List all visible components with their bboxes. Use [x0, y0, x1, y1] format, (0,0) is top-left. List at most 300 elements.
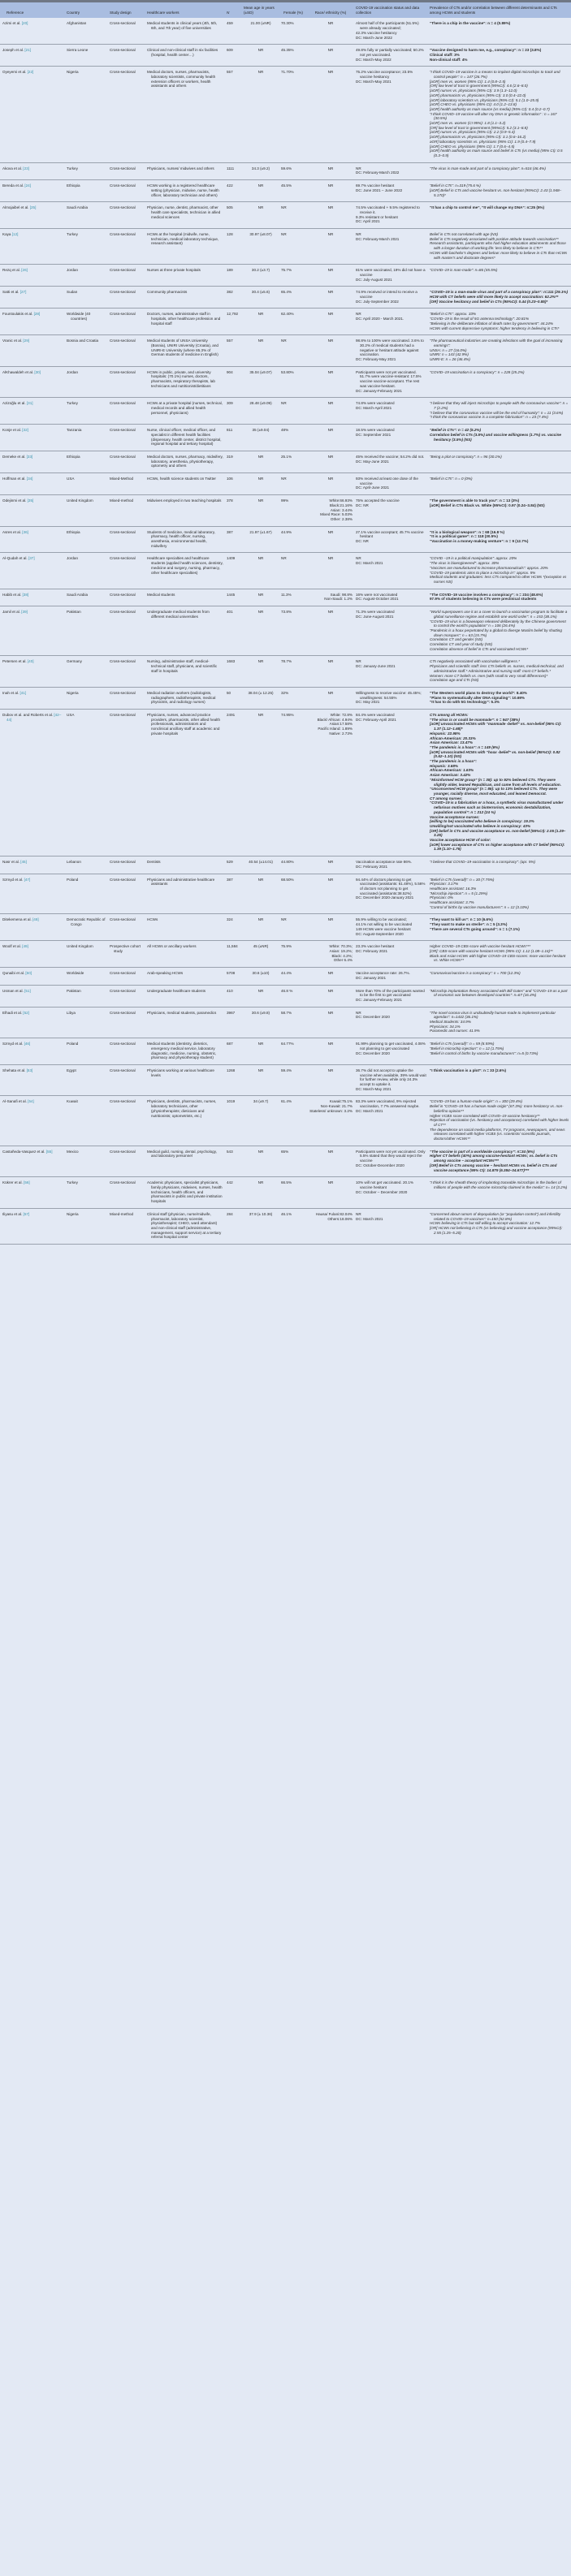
table-row [0, 985, 571, 1007]
prevalence-line: “Belief in CTs (overall)”: n = 30 (7.75%) [430, 877, 495, 882]
race-line: NR [327, 860, 334, 865]
table-body [0, 18, 571, 1244]
cell-covid-status [354, 1038, 428, 1065]
citation-link[interactable]: [22] [27, 70, 34, 75]
cell-study-design [108, 451, 145, 472]
citation-link[interactable]: [49] [22, 944, 28, 949]
citation-link[interactable]: [34] [26, 477, 33, 481]
prevalence-line: Medical Students: 34.9% [430, 1020, 471, 1025]
cell-reference [0, 968, 65, 985]
cell-n: 387 [225, 874, 242, 914]
cell-female: 78.7% [279, 656, 307, 688]
cell-covid-status [354, 941, 428, 968]
cell-n: 189 [225, 265, 242, 287]
citation-link[interactable]: [23] [23, 166, 29, 170]
healthcare-workers-text: Medical doctors, nurses, pharmacists, laboratory scientists, community health extension officers or workers, health assistants and others [147, 70, 216, 88]
citation-link[interactable]: [52] [23, 1010, 29, 1015]
race-line: NR [327, 1068, 334, 1072]
healthcare-workers-text: Nurse, clinical officer, medical officer, and specialist in different health facilities (dispensary, health center, district hospital, regional hospital and tertiary hospital) [147, 428, 222, 447]
country-text: Kuwait [67, 1099, 78, 1104]
reference-authors: Nasr et al. [2, 860, 19, 865]
study-design-text: Cross-sectional [110, 401, 136, 406]
cell-study-design [108, 857, 145, 874]
cell-study-design [108, 914, 145, 941]
study-design-text: Mixed-method [110, 1211, 134, 1216]
race-line: NR [327, 877, 334, 882]
race-line: Asian:17.58% [329, 722, 353, 727]
study-design-text: Cross-sectional [110, 166, 136, 170]
country-text: Sierra Leone [67, 48, 89, 53]
cell-reference [0, 710, 65, 857]
cell-mean-age: NR [242, 1064, 279, 1096]
cell-mean-age: 45 (±NR) [242, 941, 279, 968]
cell-mean-age: NR [242, 1146, 279, 1177]
study-design-text: Cross-sectional [110, 610, 136, 615]
cell-study-design [108, 553, 145, 589]
cell-prevalence [428, 335, 571, 367]
cell-prevalence [428, 857, 571, 874]
prevalence-line: “The novel corona virus is undoubtedly human-made to implement particular agendas”: n=1432 (36.1%) [430, 1010, 556, 1020]
country-text: Jordan [67, 556, 79, 561]
healthcare-workers-text: Physicians working at various healthcare levels [147, 1068, 214, 1077]
prevalence-line: “COVID–19 is the result of 5G antenna technology”: 20.81% [430, 317, 530, 321]
prevalence-line: Clinical staff: 3% [430, 52, 460, 57]
cell-prevalence [428, 589, 571, 606]
citation-link[interactable]: [51] [24, 988, 31, 993]
race-line: NR [327, 971, 334, 976]
cell-prevalence [428, 687, 571, 709]
cell-mean-age: 35 (±9.04) [242, 425, 279, 451]
citation-link[interactable]: [37] [28, 556, 35, 561]
table-row [0, 229, 571, 265]
table-row [0, 941, 571, 968]
table-row [0, 451, 571, 472]
covid-status-line: 83.3% were vaccinated, 9% rejected vaccination, 7.7% answered maybe. [356, 1099, 420, 1109]
prevalence-line: “The pharmaceutical industries are creating infections with the goal of increasing earnings”: [430, 339, 563, 347]
cell-prevalence [428, 162, 571, 179]
cell-covid-status [354, 857, 428, 874]
covid-status-line: 74.8% were vaccinated [356, 401, 395, 406]
study-design-text: Cross-sectional [110, 290, 136, 295]
cell-race [307, 553, 354, 589]
cell-mean-age: NR [242, 473, 279, 495]
citation-link[interactable]: [31] [26, 401, 33, 406]
prevalence-line: “Belief in CTs (overall)”: n = 59 (8.59%) [430, 1042, 495, 1046]
citation-link[interactable]: [47] [24, 877, 31, 882]
table-row [0, 265, 571, 287]
cell-female: NR [279, 398, 307, 425]
covid-status-line: DC: September 2021 [356, 432, 391, 437]
cell-country [65, 67, 108, 162]
cell-female: 53.80% [279, 366, 307, 398]
covid-status-line: 84.4% were vaccinated [356, 713, 395, 718]
race-line: White:66.93% [329, 498, 353, 503]
cell-study-design [108, 874, 145, 914]
cell-covid-status [354, 309, 428, 335]
citation-link[interactable]: [39] [21, 610, 28, 615]
covid-status-line: Vaccine acceptance rate: 26.7%. [356, 971, 410, 976]
cell-prevalence [428, 18, 571, 44]
citation-link[interactable]: [42–44] [6, 713, 62, 722]
cell-healthcare-workers [145, 229, 225, 265]
reference-authors: Woolf et al. [2, 944, 21, 949]
cell-mean-age: 30.2 (±3.7) [242, 265, 279, 287]
prevalence-line: “I think COVID–19 vaccine is a means to implant digital microchips to track and control people”: n = 147 (26.7%) [430, 70, 560, 80]
covid-status-line: 44.1% not willing to be vaccinated [356, 922, 413, 927]
prevalence-line: “The pandemic is a hoax”: n = 149 (6%) [430, 744, 500, 749]
citation-link[interactable]: [32] [22, 428, 28, 433]
citation-link[interactable]: [54] [28, 1099, 34, 1104]
citation-link[interactable]: [48] [32, 917, 39, 922]
prevalence-line: 97.9% of students believing in CTs were preclinical students [430, 597, 537, 602]
cell-n: 3967 [225, 1007, 242, 1038]
study-design-text: Cross-sectional [110, 988, 136, 993]
prevalence-line: “Plans to systematically alter DNA signaling”: 10.69% [430, 695, 526, 700]
country-text: Turkey [67, 1180, 78, 1185]
prevalence-line: Physician: 3.17% [430, 882, 459, 887]
prevalence-line: Asian American: 3.42% [430, 773, 471, 778]
prevalence-line: [aOR] men vs. women (95% CI): 1.4 (0.8–2.5) [430, 79, 506, 84]
prevalence-line: Unwilling/not vaccinated who believe in conspiracy: 43% [430, 823, 531, 828]
prevalence-line: “COVID–19 pandemic aims to place a microchip in”: approx. 5% [430, 570, 536, 575]
citation-link[interactable]: [21] [24, 48, 32, 53]
cell-reference [0, 687, 65, 709]
prevalence-line: HCWs with current depressive symptoms: higher tendency in believing in CTs* [430, 326, 560, 330]
cell-country [65, 425, 108, 451]
cell-study-design [108, 1064, 145, 1096]
cell-prevalence [428, 710, 571, 857]
cell-n: 382 [225, 287, 242, 309]
covid-status-line: 45% received the vaccine; 54.2% did not. [356, 454, 425, 459]
reference-authors: Azimi et al. [2, 21, 21, 26]
citation-link[interactable]: [12] [11, 232, 19, 237]
table-row [0, 526, 571, 553]
race-line: NR [327, 369, 334, 374]
cell-prevalence [428, 968, 571, 985]
citation-link[interactable]: [36] [22, 529, 28, 534]
cell-reference [0, 874, 65, 914]
cell-race [307, 687, 354, 709]
prevalence-line: Non-clinical staff: 4% [430, 57, 468, 62]
cell-country [65, 874, 108, 914]
prevalence-line: [aOR] health authority as main source (vs media) (95% CI): 0.4 (0.2–0.7) [430, 106, 550, 111]
cell-healthcare-workers [145, 1038, 225, 1065]
race-line: NR [327, 339, 334, 343]
cell-prevalence [428, 526, 571, 553]
country-text: Tanzania [67, 428, 82, 433]
covid-status-line: 18.5% were vaccinated [356, 428, 395, 433]
citation-link[interactable]: [40] [27, 659, 34, 664]
covid-status-line: DC: June 2021 – June 2022 [356, 188, 403, 192]
country-text: United Kingdom [67, 944, 93, 949]
cell-covid-status [354, 162, 428, 179]
citation-link[interactable]: [45] [20, 860, 27, 865]
header-study-design: Study design [108, 2, 145, 18]
cell-race [307, 1208, 354, 1244]
reference-authors: Vranic et al. [2, 339, 23, 343]
reference-authors: AlKhawaldeh et al. [2, 369, 34, 374]
cell-country [65, 180, 108, 202]
cell-female: 65% [279, 1146, 307, 1177]
country-text: Jordan [67, 268, 79, 273]
cell-n: 811 [225, 425, 242, 451]
study-design-text: Cross-sectional [110, 971, 136, 976]
cell-healthcare-workers [145, 857, 225, 874]
cell-race [307, 656, 354, 688]
cell-n: 410 [225, 985, 242, 1007]
healthcare-workers-text: Medical students [147, 592, 175, 597]
race-line: NR [327, 21, 334, 26]
cell-race [307, 1007, 354, 1038]
study-design-text: Cross-sectional [110, 1149, 136, 1154]
healthcare-workers-text: Medical doctors, nurses, pharmacy, midwifery, laboratory, anesthesia, physiotherapy, optometry and others [147, 454, 223, 468]
cell-n: 309 [225, 398, 242, 425]
header-female: Female (%) [279, 2, 307, 18]
cell-n: 1268 [225, 1064, 242, 1096]
cell-female: NR [279, 335, 307, 367]
table-row [0, 67, 571, 162]
cell-race [307, 914, 354, 941]
covid-status-line: 49.8% fully or partially vaccinated; 50.2% not yet vaccinated. [356, 48, 424, 57]
study-design-text: Cross-sectional [110, 556, 136, 561]
country-text: Lebanon [67, 860, 81, 865]
prevalence-line: “Belief in microchip injection”: n = 12 (1.75%) [430, 1046, 504, 1051]
cell-female: NR [279, 473, 307, 495]
prevalence-line: Black and Asian HCWs with higher COVID–19 CBS-scores: more vaccine hesitant vs. White HCWs** [430, 953, 566, 963]
cell-race [307, 451, 354, 472]
cell-country [65, 1208, 108, 1244]
citation-link[interactable]: [50] [25, 971, 32, 976]
cell-reference [0, 857, 65, 874]
prevalence-line: “Belief in CTs”: n = 0 (0%) [430, 477, 473, 481]
study-design-text: Cross-sectional [110, 917, 136, 922]
healthcare-workers-text: Clinical staff (physician, nurse/midwife, pharmacist, laboratory scientist, physiotherapist; CHEO, ward attendant) and non-clinical staff (administrative, management, support service) at a tertiary referral hospital center [147, 1211, 222, 1240]
race-line: NR [327, 70, 334, 75]
cell-female: 75.7% [279, 265, 307, 287]
citation-link[interactable]: [27] [19, 290, 27, 295]
prevalence-line: CT among nurses: [430, 796, 463, 800]
cell-covid-status [354, 606, 428, 656]
healthcare-workers-text: Physicians, nurses/ midwives and others [147, 166, 214, 170]
citation-link[interactable]: [55] [45, 1149, 53, 1154]
prevalence-line: [aOR] laboratory scientists vs. physicians (95% CI): 5.1 (1.0–25.9) [430, 97, 539, 102]
cell-healthcare-workers [145, 985, 225, 1007]
race-line: NR [327, 454, 334, 459]
table-row [0, 45, 571, 67]
covid-status-line: DC: March-May 2021 [356, 1086, 391, 1091]
citation-link[interactable]: [46] [24, 1042, 31, 1046]
country-text: Democratic Republic of Congo [67, 917, 106, 927]
prevalence-line: “It is a biological weapon”: n = 68 (16.8 %) [430, 529, 505, 534]
cell-reference [0, 553, 65, 589]
prevalence-line: Paramedic and nurses: 41.9% [430, 1029, 480, 1033]
race-line: NR [327, 1042, 334, 1046]
citation-link[interactable]: [57] [23, 1211, 30, 1216]
prevalence-line: HCW with CT beliefs were still more likely to accept vaccination: 62.2%** [430, 295, 559, 300]
cell-healthcare-workers [145, 687, 225, 709]
citation-link[interactable]: [28] [33, 312, 41, 317]
study-design-text: Cross-sectional [110, 339, 136, 343]
covid-status-line: 81% were vaccinated, 19% did not have a vaccine [356, 268, 426, 277]
cell-prevalence [428, 1177, 571, 1209]
header-prevalence: Prevalence of CTs and/or correlation between different determinants and CTs among HCWs and students [428, 2, 571, 18]
race-line: Asian: 19.2%; [329, 948, 353, 953]
covid-status-line: DC: October-December 2020 [356, 1163, 404, 1167]
cell-healthcare-workers [145, 656, 225, 688]
prevalence-line: “Control of births by vaccine manufacturers”: n = 12 (3.10%) [430, 904, 529, 909]
cell-covid-status [354, 589, 428, 606]
healthcare-workers-text: Medical students in clinical years (4th, 5th, 6th, and 7th year) of five universities [147, 21, 218, 31]
cell-mean-age: NR [242, 606, 279, 656]
cell-healthcare-workers [145, 287, 225, 309]
citation-link[interactable]: [53] [26, 1068, 33, 1072]
cell-n: 12,792 [225, 309, 242, 335]
cell-covid-status [354, 398, 428, 425]
prevalence-line: [aOR] men vs. women (CI 95%): 1.8 (1.1–3.2) [430, 121, 506, 126]
healthcare-workers-text: Physicians, dentists, pharmacists, nurses, laboratory technicians, other (physiotherapists; dieticians and nutritionists; optometrists, etc.) [147, 1099, 217, 1118]
race-line: NR [327, 312, 334, 317]
cell-race [307, 45, 354, 67]
cell-prevalence [428, 985, 571, 1007]
reference-authors: Demeke et al. [2, 454, 26, 459]
prevalence-line: [aOR] pharmacists vs. physicians (95% CI): 3.1 (0.6–16.2) [430, 135, 526, 140]
cell-covid-status [354, 67, 428, 162]
covid-status-line: 42.3% vaccine hesitancy [356, 30, 397, 35]
citation-link[interactable]: [29] [23, 339, 30, 343]
table-row [0, 1038, 571, 1065]
cell-mean-age: NR [242, 914, 279, 941]
citation-link[interactable]: [41] [19, 690, 27, 695]
citation-link[interactable]: [33] [26, 454, 33, 459]
prevalence-line: [OR] low level of trust in government (95%CI): 4.6 (2.6–8.0) [430, 84, 528, 88]
race-line: NR [327, 610, 334, 615]
cell-study-design [108, 941, 145, 968]
cell-prevalence [428, 941, 571, 968]
prevalence-line: [aOR] unvaccinated HCWs with “hoax -belief” vs. non-belief (95%CI): 0.82 (0.62–1.10) (NS) [430, 749, 560, 759]
cell-study-design [108, 398, 145, 425]
cell-mean-age: NR [242, 335, 279, 367]
cell-n: 5708 [225, 968, 242, 985]
cell-mean-age: NR [242, 495, 279, 527]
prevalence-line: “Believing in the deliberate inflation of death rates by government”: 44.24% [430, 321, 553, 326]
prevalence-line: “Coronavirus/vaccine is a conspiracy”: n = 700 (12.3%) [430, 971, 521, 976]
cell-study-design [108, 287, 145, 309]
covid-status-line: DC: July-August 2021 [356, 277, 392, 282]
prevalence-line: Correlation CT and gender (NS) [430, 637, 483, 642]
covid-status-line: DC: December 2020 [356, 1015, 390, 1020]
covid-status-line: DC: January-February 2021 [356, 997, 402, 1002]
cell-study-design [108, 606, 145, 656]
table-row [0, 553, 571, 589]
cell-country [65, 526, 108, 553]
cell-prevalence [428, 473, 571, 495]
table-row [0, 398, 571, 425]
country-text: Nigeria [67, 70, 79, 75]
citation-link[interactable]: [25] [29, 205, 37, 210]
citation-link[interactable]: [30] [34, 369, 41, 374]
covid-status-line: Participants were not yet vaccinated. 51.7% were vaccine-resistant: 17.5% vaccine vaccine-acceptant. The rest was vaccine-hesitant. [356, 369, 422, 388]
healthcare-workers-text: Healthcare specialties and healthcare students (applied health sciences, dentistry, medicine and surgery, nursing, pharmacy, other healthcare specialties) [147, 556, 223, 575]
prevalence-line: “Being a plot or conspiracy”: n = 96 (30.1%) [430, 454, 502, 459]
cell-n: 387 [225, 526, 242, 553]
cell-mean-age: NR [242, 67, 279, 162]
prevalence-line: [aOR] Belief in CTs and vaccine hesitant vs. non-hesitant (95%CI): 2.43 (1.948–5.170)* [430, 188, 562, 197]
study-design-text: Mixed-method [110, 498, 134, 503]
cell-n: 609 [225, 45, 242, 67]
cell-prevalence [428, 874, 571, 914]
country-text: Ethiopia [67, 454, 80, 459]
cell-study-design [108, 1146, 145, 1177]
covid-status-line: DC: April 2020 - March 2021. [356, 317, 404, 321]
cell-reference [0, 18, 65, 44]
covid-status-line: 71.3% were vaccinated [356, 610, 395, 615]
citation-link[interactable]: [38] [22, 592, 29, 597]
covid-status-line: DC: March 2021 [356, 1216, 383, 1221]
cell-female: 44.4% [279, 968, 307, 985]
cell-reference [0, 67, 65, 162]
citation-link[interactable]: [26] [21, 268, 28, 273]
cell-reference [0, 1007, 65, 1038]
healthcare-workers-text: HCWs [147, 917, 158, 922]
cell-female: 68.50% [279, 874, 307, 914]
cell-covid-status [354, 451, 428, 472]
cell-healthcare-workers [145, 473, 225, 495]
prevalence-line: [aOR] Belief in CTs Black vs. White (95%CI): 0.97 (0.24–3.84) (NS) [430, 503, 545, 507]
cell-covid-status [354, 1064, 428, 1096]
cell-covid-status [354, 1007, 428, 1038]
prevalence-line: “COVID –19 is a political manipulation”: approx. 20% [430, 556, 517, 561]
reference-authors: Fountoulakis et al. [2, 312, 33, 317]
study-design-text: Cross-sectional [110, 428, 136, 433]
cell-race [307, 335, 354, 367]
citation-link[interactable]: [56] [24, 1180, 30, 1185]
prevalence-line: Hispanic: 3.68% [430, 763, 458, 768]
cell-female: 61.4% [279, 1096, 307, 1146]
cell-prevalence [428, 287, 571, 309]
covid-status-line: Willingness to receive vaccine: 45.45%; unwillingness: 54.55% [356, 690, 422, 700]
cell-mean-age: NR [242, 309, 279, 335]
healthcare-workers-text: Physicians, nurses, advanced practice providers, pharmacists, other allied health professionals, administrators and nonclinical ancillary staff at academic and private hospitals [147, 713, 221, 736]
citation-link[interactable]: [24] [24, 183, 32, 188]
race-line: NR [327, 48, 334, 53]
prevalence-line: “Vaccine designed to harm me, e.g., conspiracy”: n = 23 (3.8%) [430, 48, 542, 53]
table-row [0, 366, 571, 398]
reference-authors: Bereda et al. [2, 183, 24, 188]
cell-healthcare-workers [145, 451, 225, 472]
cell-race [307, 968, 354, 985]
cell-prevalence [428, 229, 571, 265]
cell-prevalence [428, 495, 571, 527]
cell-mean-age: 34 (±9.7) [242, 1096, 279, 1146]
reference-authors: Almojaibel et al. [2, 205, 29, 210]
healthcare-workers-text: HCWs in public, private, and university hospitals: (70.1%) nurses, doctors, pharmacists, respiratory therapists, lab technicians and nutritionist/dietitians [147, 369, 215, 388]
citation-link[interactable]: [20] [21, 21, 28, 26]
cell-prevalence [428, 1064, 571, 1096]
country-text: Afghanistan [67, 21, 87, 26]
cell-female: 46.1% [279, 1208, 307, 1244]
study-design-text: Cross-sectional [110, 1099, 136, 1104]
cell-covid-status [354, 1146, 428, 1177]
covid-status-line: NR [356, 312, 361, 317]
cell-prevalence [428, 366, 571, 398]
table-row [0, 1208, 571, 1244]
citation-link[interactable]: [35] [27, 498, 34, 503]
prevalence-line: Medical students and graduates: less CTs compared to other HCWs *(exception vs nurses NS) [430, 575, 567, 584]
prevalence-line: “Belief in CTs”: n=319 (75.6 %) [430, 183, 481, 188]
cell-prevalence [428, 67, 571, 162]
covid-status-line: DC: February 2021 [356, 864, 388, 869]
prevalence-line: “Unconcerned HCW group” (n = 86): up to 13% believed CTs. They were younger, racially diverse, most educated, and leaned Democrat. [430, 787, 557, 796]
